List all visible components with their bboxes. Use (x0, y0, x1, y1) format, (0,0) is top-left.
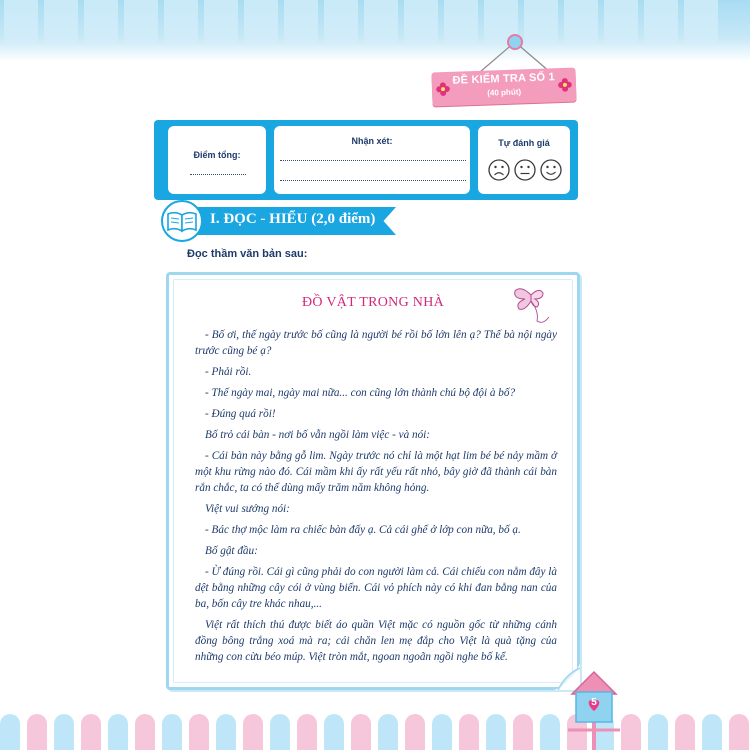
self-assessment-label: Tự đánh giá (498, 138, 550, 148)
section-title: I. ĐỌC - HIỂU (2,0 điểm) (210, 211, 376, 227)
top-fence-decor (0, 0, 750, 50)
fence-picket (405, 714, 425, 750)
fence-picket (378, 714, 398, 750)
fence-picket (270, 714, 290, 750)
comment-line-1[interactable] (280, 160, 466, 161)
story-paragraph: - Ừ đúng rồi. Cái gì cũng phải do con người làm cả. Cái chiếu con nằm đây là dệt bằng những cây cói ở vùng biển. Cái vỏ phích này có khi đan bằng nan của ba, bốn cây tre khác nhau,... (195, 566, 557, 610)
fence-picket (0, 714, 20, 750)
fence-picket (216, 714, 236, 750)
fence-picket (729, 714, 749, 750)
fence-picket (324, 714, 344, 750)
birdhouse-icon (566, 668, 622, 750)
fence-picket (351, 714, 371, 750)
story-paragraph: Việt rất thích thú được biết áo quần Việt mặc có nguồn gốc từ những cánh đồng bông trắng xoá mà ra; cái chăn len mẹ đắp cho Việt là quà tặng của những con cừu béo múp. Việt tròn mắt, ngoan ngoãn ngồi nghe bố kể. (195, 619, 557, 663)
book-icon (160, 200, 204, 242)
story-text (195, 327, 557, 670)
neutral-face-icon[interactable] (515, 160, 535, 180)
fence-picket (108, 714, 128, 750)
story-paragraph: - Bác thợ mộc làm ra chiếc bàn đấy ạ. Cả cái ghế ở lớp con nữa, bố ạ. (205, 524, 521, 536)
comment-line-2[interactable] (280, 180, 466, 181)
fence-picket (648, 714, 668, 750)
bottom-fence-decor (0, 714, 750, 750)
story-paragraph: - Thế ngày mai, ngày mai nữa... con cũng lớn thành chú bộ đội à bố? (205, 387, 516, 399)
comment-cell (274, 126, 470, 194)
story-paragraph: - Bố ơi, thế ngày trước bố cũng là người bé rồi bố lớn lên ạ? Thế bà nội ngày trước cũng bé ạ? (195, 329, 557, 357)
happy-face-icon[interactable] (541, 160, 561, 180)
story-paragraph: - Phải rồi. (205, 366, 252, 378)
fence-picket (162, 714, 182, 750)
page-number: 5 (591, 697, 597, 708)
story-paragraph: Bố gật đầu: (205, 545, 258, 557)
comment-label: Nhận xét: (351, 136, 393, 146)
fence-picket (513, 714, 533, 750)
fence-picket (486, 714, 506, 750)
sad-face-icon[interactable] (489, 160, 509, 180)
fence-picket (189, 714, 209, 750)
fence-picket (297, 714, 317, 750)
reading-card (166, 272, 580, 690)
fence-picket (432, 714, 452, 750)
reading-title: ĐỒ VẬT TRONG NHÀ (301, 295, 445, 310)
story-paragraph: Bố trỏ cái bàn - nơi bố vẫn ngồi làm việc - và nói: (205, 429, 431, 441)
total-score-cell (168, 126, 266, 194)
test-duration: (40 phút) (487, 87, 522, 98)
fence-picket (81, 714, 101, 750)
assessment-faces (488, 158, 562, 182)
fence-picket (621, 714, 641, 750)
test-title: ĐỀ KIỂM TRA SỐ 1 (452, 71, 556, 87)
story-paragraph: - Cái bàn này bằng gỗ lim. Ngày trước nó chỉ là một hạt lim bé bé nảy mầm ở một khu rừng nào đó. Cái mầm khi ấy rất yếu rất nhỏ, bây giờ đã thành cái bàn rắn chắc, ta có thể dùng mấy trăm năm không hỏng. (195, 450, 557, 494)
total-score-line[interactable] (190, 174, 246, 175)
instruction-text: Đọc thầm văn bản sau: (187, 248, 308, 260)
story-paragraph: Việt vui sướng nói: (205, 503, 290, 515)
story-paragraph: - Đúng quá rồi! (205, 408, 276, 420)
fence-picket (540, 714, 560, 750)
score-panel (154, 120, 578, 200)
fence-picket (54, 714, 74, 750)
fence-picket (135, 714, 155, 750)
fence-picket (27, 714, 47, 750)
fence-picket (702, 714, 722, 750)
self-assessment-cell (478, 126, 570, 194)
fence-picket (675, 714, 695, 750)
fence-picket (459, 714, 479, 750)
fence-picket (243, 714, 263, 750)
total-score-label: Điểm tổng: (193, 150, 241, 160)
test-title-sign (431, 67, 576, 106)
flower-icon (558, 78, 572, 92)
